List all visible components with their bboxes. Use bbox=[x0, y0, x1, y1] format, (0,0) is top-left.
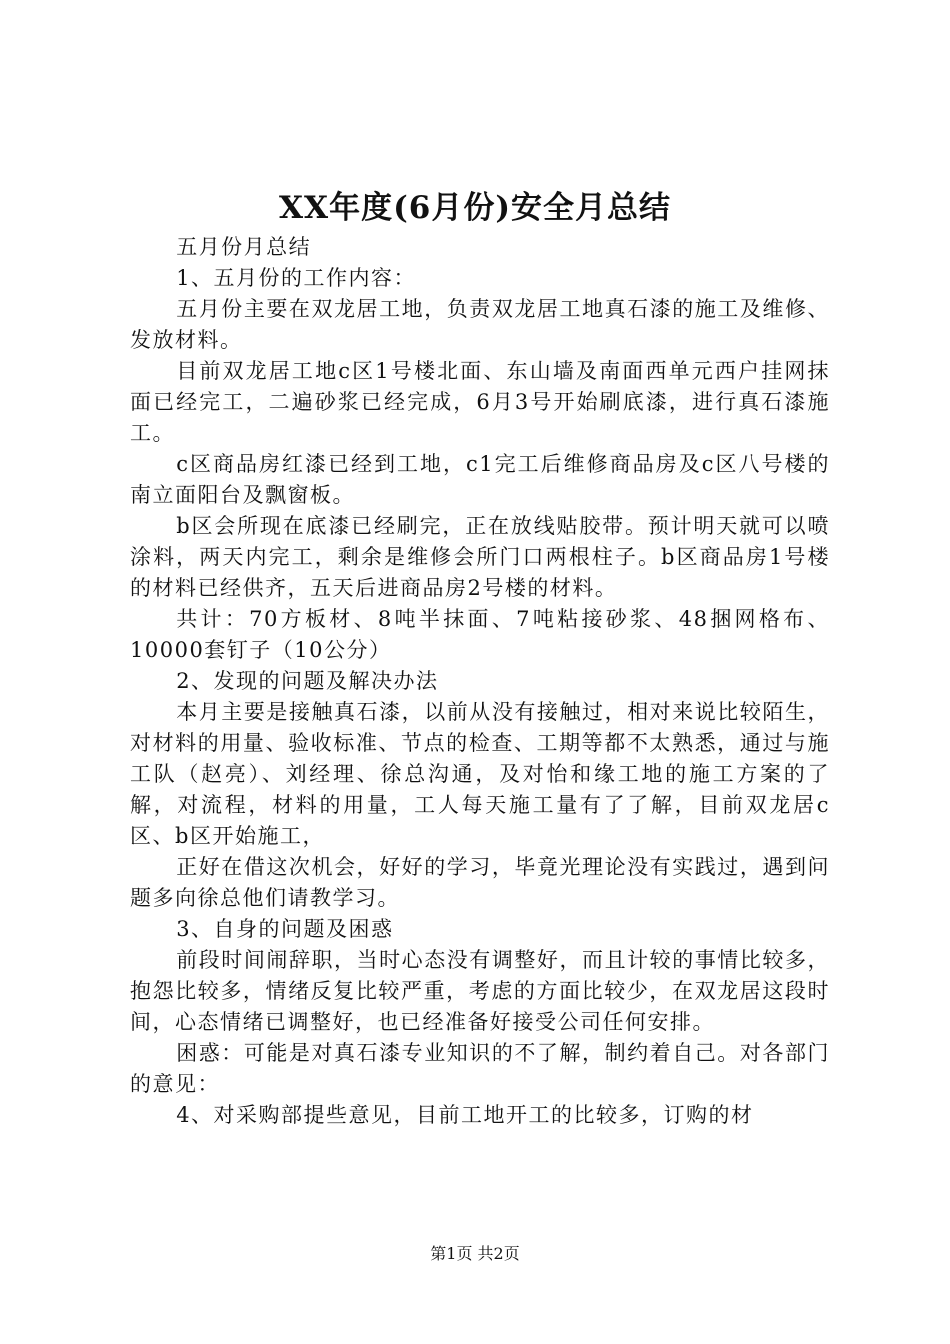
paragraph-8: 2、发现的问题及解决办法 bbox=[176, 669, 439, 693]
paragraph-2: 1、五月份的工作内容： bbox=[176, 266, 417, 290]
document-title: XX年度(6月份)安全月总结 bbox=[278, 190, 671, 226]
paragraph-13: 困惑：可能是对真石漆专业知识的不了解，制约着自己。对各部门的意见： bbox=[130, 1041, 830, 1096]
paragraph-4: 目前双龙居工地c区1号楼北面、东山墙及南面西单元西户挂网抹面已经完工，二遍砂浆已经完成，6月3号开始刷底漆，进行真石漆施工。 bbox=[130, 359, 830, 445]
page-number-footer: 第1页 共2页 bbox=[430, 1244, 520, 1263]
document-body bbox=[130, 232, 830, 1131]
paragraph-9: 本月主要是接触真石漆，以前从没有接触过，相对来说比较陌生，对材料的用量、验收标准、节点的检查、工期等都不太熟悉，通过与施工队（赵亮）、刘经理、徐总沟通，及对怡和缘工地的施工方案的了解，对流程，材料的用量，工人每天施工量有了了解，目前双龙居c区、b区开始施工， bbox=[130, 700, 830, 848]
paragraph-14: 4、对采购部提些意见，目前工地开工的比较多，订购的材 bbox=[176, 1103, 754, 1127]
paragraph-7: 共计：70方板材、8吨半抹面、7吨粘接砂浆、48捆网格布、10000套钉子（10公分） bbox=[130, 607, 830, 662]
paragraph-5: c区商品房红漆已经到工地，c1完工后维修商品房及c区八号楼的南立面阳台及飘窗板。 bbox=[130, 452, 830, 507]
paragraph-10: 正好在借这次机会，好好的学习，毕竟光理论没有实践过，遇到问题多向徐总他们请教学习。 bbox=[130, 855, 830, 910]
paragraph-12: 前段时间闹辞职，当时心态没有调整好，而且计较的事情比较多，抱怨比较多，情绪反复比较严重，考虑的方面比较少，在双龙居这段时间，心态情绪已调整好，也已经准备好接受公司任何安排。 bbox=[130, 948, 830, 1034]
paragraph-3: 五月份主要在双龙居工地，负责双龙居工地真石漆的施工及维修、发放材料。 bbox=[130, 297, 830, 352]
paragraph-11: 3、自身的问题及困惑 bbox=[176, 917, 394, 941]
paragraph-6: b区会所现在底漆已经刷完，正在放线贴胶带。预计明天就可以喷涂料，两天内完工，剩余是维修会所门口两根柱子。b区商品房1号楼的材料已经供齐，五天后进商品房2号楼的材料。 bbox=[130, 514, 830, 600]
paragraph-1: 五月份月总结 bbox=[176, 235, 312, 259]
